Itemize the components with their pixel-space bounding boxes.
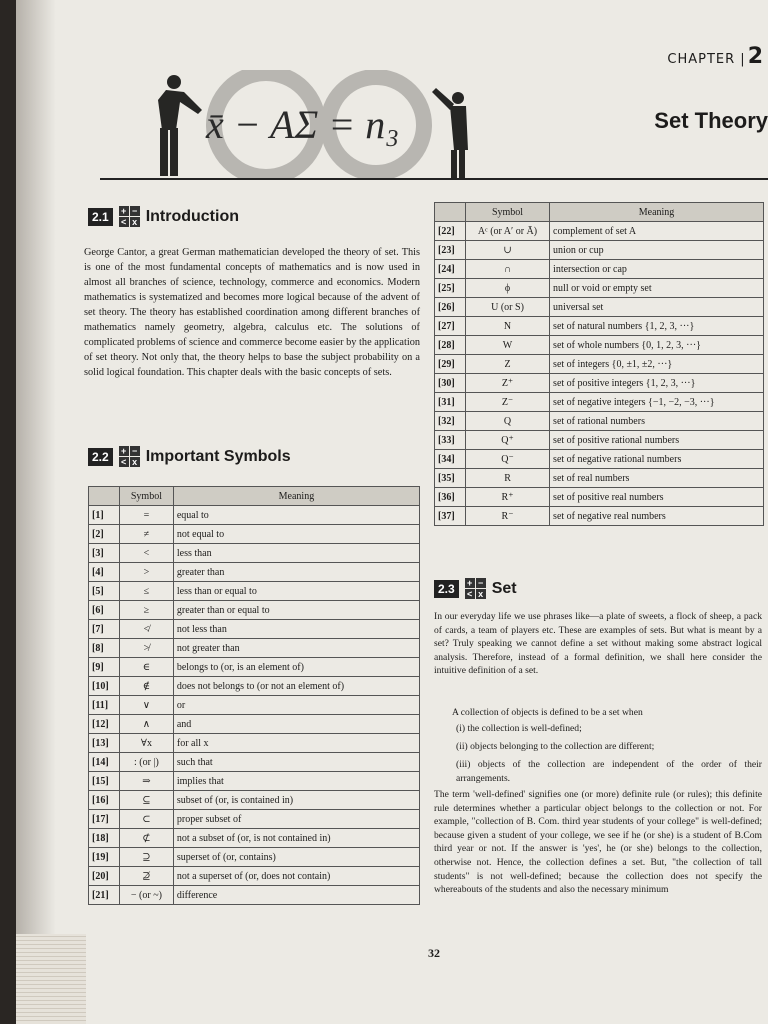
row-meaning: set of negative rational numbers	[550, 450, 764, 469]
section-2-3-heading: 2.3 + − < x Set	[434, 578, 517, 599]
row-symbol: : (or |)	[120, 753, 174, 772]
row-number: [19]	[89, 848, 120, 867]
symbol-row	[89, 867, 420, 886]
row-meaning: for all x	[173, 734, 419, 753]
symbol-row	[89, 791, 420, 810]
row-number: [3]	[89, 544, 120, 563]
row-meaning: set of positive real numbers	[550, 488, 764, 507]
row-number: [18]	[89, 829, 120, 848]
row-symbol: >	[120, 563, 174, 582]
row-number: [21]	[89, 886, 120, 905]
row-symbol: ⊄	[120, 829, 174, 848]
symbol-row	[435, 374, 764, 393]
symbol-row	[89, 639, 420, 658]
chapter-label: CHAPTER |2	[667, 44, 764, 69]
symbol-row	[89, 582, 420, 601]
symbol-row	[435, 336, 764, 355]
row-symbol: R	[466, 469, 550, 488]
row-number: [15]	[89, 772, 120, 791]
row-symbol: Z	[466, 355, 550, 374]
symbol-row	[89, 886, 420, 905]
row-number: [7]	[89, 620, 120, 639]
row-meaning: intersection or cap	[550, 260, 764, 279]
row-meaning: not equal to	[173, 525, 419, 544]
row-number: [30]	[435, 374, 466, 393]
row-meaning: set of integers {0, ±1, ±2, ···}	[550, 355, 764, 374]
row-meaning: or	[173, 696, 419, 715]
row-symbol: Z⁻	[466, 393, 550, 412]
chapter-banner-illustration	[106, 70, 486, 180]
row-number: [31]	[435, 393, 466, 412]
row-number: [16]	[89, 791, 120, 810]
row-number: [9]	[89, 658, 120, 677]
row-symbol: Q⁻	[466, 450, 550, 469]
row-number: [1]	[89, 506, 120, 525]
symbol-row	[89, 563, 420, 582]
row-number: [24]	[435, 260, 466, 279]
row-symbol: ϕ	[466, 279, 550, 298]
row-number: [32]	[435, 412, 466, 431]
set-definition-intro: A collection of objects is defined to be a set when	[452, 707, 643, 718]
symbol-row	[435, 412, 764, 431]
symbol-row	[89, 620, 420, 639]
row-symbol: ∩	[466, 260, 550, 279]
row-symbol: ≠	[120, 525, 174, 544]
symbol-row	[435, 488, 764, 507]
symbol-row	[89, 544, 420, 563]
set-condition-3: (iii) objects of the collection are independent of the order of their arrangements.	[456, 759, 762, 784]
row-symbol: ∧	[120, 715, 174, 734]
set-condition-2: (ii) objects belonging to the collection are different;	[456, 741, 655, 752]
row-number: [37]	[435, 507, 466, 526]
row-symbol: ∀x	[120, 734, 174, 753]
row-symbol: ∪	[466, 241, 550, 260]
row-meaning: superset of (or, contains)	[173, 848, 419, 867]
row-number: [23]	[435, 241, 466, 260]
row-meaning: not less than	[173, 620, 419, 639]
row-number: [12]	[89, 715, 120, 734]
row-symbol: Q⁺	[466, 431, 550, 450]
symbol-row	[89, 506, 420, 525]
row-meaning: greater than or equal to	[173, 601, 419, 620]
book-page	[16, 0, 768, 1024]
row-meaning: set of real numbers	[550, 469, 764, 488]
row-meaning: set of negative real numbers	[550, 507, 764, 526]
chapter-title: Set Theory	[654, 108, 768, 133]
row-symbol: ∈	[120, 658, 174, 677]
row-symbol: ⇒	[120, 772, 174, 791]
symbol-row	[89, 658, 420, 677]
symbol-row	[89, 848, 420, 867]
row-number: [26]	[435, 298, 466, 317]
row-meaning: not a superset of (or, does not contain)	[173, 867, 419, 886]
row-meaning: less than or equal to	[173, 582, 419, 601]
set-paragraph-2: The term 'well-defined' signifies one (or more) definite rule (or rules); this definite rule determines whether a particular object belongs to the collection or not. For example, "collection of B. Com. third year students of your college" is well-defined; because given a student of your college, we see if he (or she) is a student of B.Com third year or not. If the answer is 'yes', he (or she) belongs to the collection, otherwise not. Hence, the collection defines a set. But, "the collection of tall students" is not well-defined; because the collection does not specify the whereabouts of the students and also the necessary minimum	[434, 789, 762, 896]
row-symbol: Q	[466, 412, 550, 431]
row-symbol: ≯	[120, 639, 174, 658]
section-2-2-heading: 2.2 + − < x Important Symbols	[88, 446, 291, 467]
row-number: [35]	[435, 469, 466, 488]
row-meaning: and	[173, 715, 419, 734]
row-number: [33]	[435, 431, 466, 450]
row-meaning: not a subset of (or, is not contained in)	[173, 829, 419, 848]
row-number: [11]	[89, 696, 120, 715]
row-number: [17]	[89, 810, 120, 829]
row-meaning: greater than	[173, 563, 419, 582]
symbol-row	[89, 525, 420, 544]
symbol-row	[89, 696, 420, 715]
row-symbol: ⊉	[120, 867, 174, 886]
row-symbol: W	[466, 336, 550, 355]
row-symbol: ≥	[120, 601, 174, 620]
row-number: [28]	[435, 336, 466, 355]
symbol-row	[89, 734, 420, 753]
symbol-row	[89, 772, 420, 791]
symbol-row	[435, 298, 764, 317]
row-number: [8]	[89, 639, 120, 658]
row-meaning: set of whole numbers {0, 1, 2, 3, ···}	[550, 336, 764, 355]
row-number: [22]	[435, 222, 466, 241]
symbol-row	[435, 431, 764, 450]
row-number: [6]	[89, 601, 120, 620]
row-number: [36]	[435, 488, 466, 507]
row-symbol: <	[120, 544, 174, 563]
row-meaning: set of natural numbers {1, 2, 3, ···}	[550, 317, 764, 336]
row-number: [4]	[89, 563, 120, 582]
row-symbol: =	[120, 506, 174, 525]
symbol-row	[435, 450, 764, 469]
row-number: [20]	[89, 867, 120, 886]
symbol-row	[89, 810, 420, 829]
row-symbol: ≤	[120, 582, 174, 601]
row-symbol: R⁺	[466, 488, 550, 507]
row-meaning: set of positive rational numbers	[550, 431, 764, 450]
section-math-icon: + − < x	[119, 206, 140, 227]
row-symbol: ⊆	[120, 791, 174, 810]
row-symbol: ⊂	[120, 810, 174, 829]
row-meaning: does not belongs to (or not an element of)	[173, 677, 419, 696]
row-meaning: set of rational numbers	[550, 412, 764, 431]
page-stack-edge	[16, 934, 86, 1024]
row-meaning: universal set	[550, 298, 764, 317]
row-symbol: ⊇	[120, 848, 174, 867]
row-symbol: Z⁺	[466, 374, 550, 393]
symbol-row	[435, 317, 764, 336]
row-meaning: such that	[173, 753, 419, 772]
row-number: [13]	[89, 734, 120, 753]
symbol-row	[435, 260, 764, 279]
row-number: [5]	[89, 582, 120, 601]
page-number: 32	[428, 946, 440, 960]
row-meaning: set of negative integers {−1, −2, −3, ···}	[550, 393, 764, 412]
row-meaning: implies that	[173, 772, 419, 791]
row-number: [27]	[435, 317, 466, 336]
symbol-row	[89, 715, 420, 734]
symbol-row	[89, 753, 420, 772]
row-meaning: difference	[173, 886, 419, 905]
symbol-row	[89, 677, 420, 696]
row-meaning: union or cup	[550, 241, 764, 260]
row-meaning: proper subset of	[173, 810, 419, 829]
row-meaning: null or void or empty set	[550, 279, 764, 298]
symbol-row	[435, 469, 764, 488]
symbol-row	[435, 355, 764, 374]
row-meaning: equal to	[173, 506, 419, 525]
symbol-row	[435, 507, 764, 526]
banner-text: x̄ − AΣ = n₃	[206, 102, 400, 147]
row-symbol: R⁻	[466, 507, 550, 526]
row-number: [25]	[435, 279, 466, 298]
row-symbol: N	[466, 317, 550, 336]
set-paragraph-1: In our everyday life we use phrases like—a plate of sweets, a flock of sheep, a pack of cards, a team of players etc. These are examples of sets. But what is meant by a set? Truly speaking we cannot define a set without making some abstract logical analysis. Therefore, instead of a formal definition, we shall here consider the intuitive definition of a set.	[434, 611, 762, 677]
row-symbol: − (or ~)	[120, 886, 174, 905]
row-number: [29]	[435, 355, 466, 374]
row-number: [10]	[89, 677, 120, 696]
section-2-1-heading: 2.1 + − < x Introduction	[88, 206, 239, 227]
symbol-row	[435, 222, 764, 241]
symbols-table-right: Symbol Meaning [22] Aᶜ (or A′ or Ā) complement of set A [23] ∪ union or cup [24] ∩ intersection or cap [25] ϕ null or void or empty set [26] U (or S) universal set [27] N set of natural numbers {1, 2, 3, ···} [28] W set of whole numbers {0, 1, 2, 3, ···} [29] Z set of integers {0, ±1, ±2, ···} [30] Z⁺ set of positive integers {1, 2, 3, ···} [31] Z⁻ set of negative integers {−1, −2, −3, ···} [32] Q set of rational numbers [33] Q⁺ set of positive rational numbers [34] Q⁻ set of negative rational numbers [35] R set of real numbers [36] R⁺ set of positive real numbers [37] R⁻ set of negative real numbers	[434, 202, 764, 526]
symbol-row	[435, 241, 764, 260]
header-rule	[100, 178, 768, 180]
symbol-row	[435, 279, 764, 298]
symbols-table-left: Symbol Meaning [1] = equal to [2] ≠ not equal to [3] < less than [4] > greater than [5] ≤ less than or equal to [6] ≥ greater than or equal to [7] ≮ not less than [8] ≯ not greater than [9] ∈ belongs to (or, is an element of) [10] ∉ does not belongs to (or not an element of) [11] ∨ or [12] ∧ and [13] ∀x for all x [14] : (or |) such that [15] ⇒ implies that [16] ⊆ subset of (or, is contained in) [17] ⊂ proper subset of [18] ⊄ not a subset of (or, is not contained in) [19] ⊇ superset of (or, contains) [20] ⊉ not a superset of (or, does not contain) [21] − (or ~) difference	[88, 486, 420, 905]
set-condition-1: (i) the collection is well-defined;	[456, 723, 582, 734]
intro-paragraph: George Cantor, a great German mathematician developed the theory of set. This is one of the most fundamental concepts of mathematics and is now used in almost all branches of science, technology, commerce and economics. Modern mathematics is systematized and becomes more logical because of the advent of set theory. The theory has established coordination among different branches of mathematics namely geometry, algebra, calculus etc. The solutions of complicated problems of science and commerce become easier by the application of set theory. Not only that, the theory helps to base the subject probability on a solid logical foundation. This chapter deals with the basic concepts of sets.	[84, 247, 420, 378]
row-number: [14]	[89, 753, 120, 772]
row-number: [2]	[89, 525, 120, 544]
symbol-row	[435, 393, 764, 412]
row-symbol: ∨	[120, 696, 174, 715]
row-meaning: set of positive integers {1, 2, 3, ···}	[550, 374, 764, 393]
row-symbol: ∉	[120, 677, 174, 696]
symbol-row	[89, 829, 420, 848]
section-math-icon: + − < x	[119, 446, 140, 467]
row-symbol: Aᶜ (or A′ or Ā)	[466, 222, 550, 241]
row-meaning: subset of (or, is contained in)	[173, 791, 419, 810]
row-meaning: not greater than	[173, 639, 419, 658]
row-symbol: U (or S)	[466, 298, 550, 317]
row-number: [34]	[435, 450, 466, 469]
row-meaning: complement of set A	[550, 222, 764, 241]
row-meaning: less than	[173, 544, 419, 563]
section-math-icon: + − < x	[465, 578, 486, 599]
symbol-row	[89, 601, 420, 620]
row-symbol: ≮	[120, 620, 174, 639]
row-meaning: belongs to (or, is an element of)	[173, 658, 419, 677]
